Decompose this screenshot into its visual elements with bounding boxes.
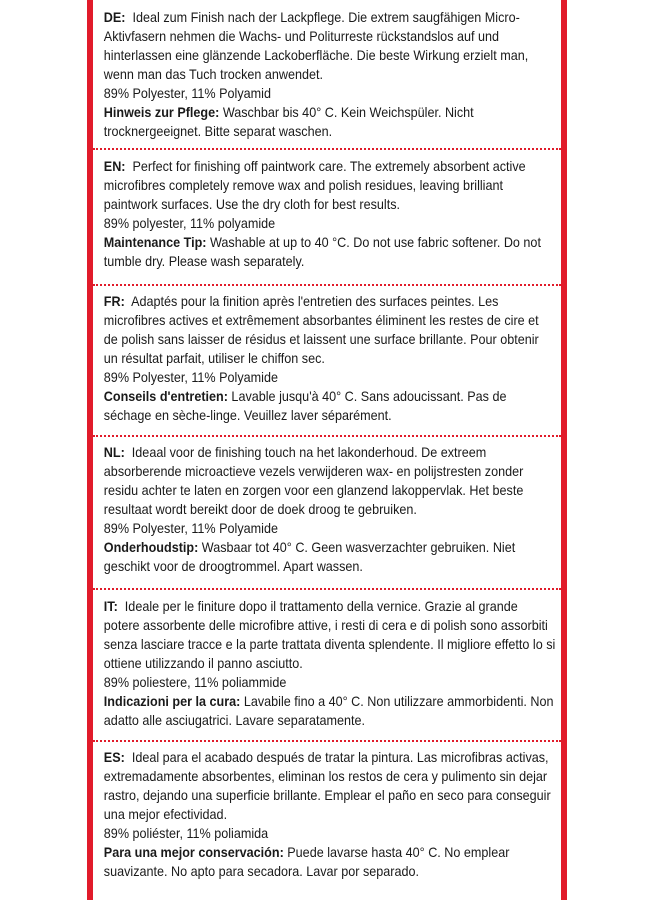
- section-divider: [93, 588, 561, 590]
- care-label: Onderhoudstip:: [103, 539, 199, 555]
- care-label: Hinweis zur Pflege:: [103, 104, 220, 120]
- material: 89% poliéster, 11% poliamida: [103, 825, 269, 841]
- lang-code: EN:: [103, 158, 126, 174]
- section-divider: [93, 148, 561, 150]
- care-label: Maintenance Tip:: [103, 234, 207, 250]
- care-label: Para una mejor conservación:: [103, 844, 284, 860]
- care-text: Puede lavarse hasta 40° C. No emplear suavizante. No apto para secadora. Lavar por separado.: [103, 844, 510, 879]
- section-divider: [93, 435, 561, 437]
- care-text: Waschbar bis 40° C. Kein Weichspüler. Nicht trocknergeeignet. Bitte separat waschen.: [103, 104, 474, 139]
- lang-code: IT:: [103, 598, 118, 614]
- description: Ideal para el acabado después de tratar la pintura. Las microfibras activas, extremadamente absorbentes, eliminan los restos de cera y pulimento sin dejar rastro, dejando una superficie brillante. Emplear el paño en seco para conseguir una mejor efectividad.: [103, 749, 551, 822]
- section-en: [93, 157, 561, 271]
- section-divider: [93, 284, 561, 286]
- section-de: [93, 8, 561, 141]
- description: Adaptés pour la finition après l'entretien des surfaces peintes. Les microfibres actives et extrêmement absorbantes éliminent les restes de cire et de polish sans laisser de résidus et laissent une surface brillante. Pour obtenir un résultat parfait, utiliser le chiffon sec.: [103, 293, 539, 366]
- care-text: Lavabile fino a 40° C. Non utilizzare ammorbidenti. Non adatto alle asciugatrici. Lavare separatamente.: [103, 693, 554, 728]
- lang-code: FR:: [103, 293, 125, 309]
- description: Ideale per le finiture dopo il trattamento della vernice. Grazie al grande potere assorbente delle microfibre attive, i resti di cera e di polish sono assorbiti senza lasciare tracce e la parte trattata diventa splendente. Il migliore effetto lo si ottiene utilizzando il panno asciutto.: [103, 598, 556, 671]
- material: 89% Polyester, 11% Polyamid: [103, 85, 271, 101]
- lang-code: DE:: [103, 9, 126, 25]
- care-text: Wasbaar tot 40° C. Geen wasverzachter gebruiken. Niet geschikt voor de droogtrommel. Apart wassen.: [103, 539, 516, 574]
- description: Ideal zum Finish nach der Lackpflege. Die extrem saugfähigen Micro-Aktivfasern nehmen die Wachs- und Politurreste rückstandslos auf und hinterlassen eine glänzende Lackoberfläche. Die beste Wirkung erzielt man, wenn man das Tuch trocken anwendet.: [103, 9, 529, 82]
- material: 89% polyester, 11% polyamide: [103, 215, 276, 231]
- section-divider: [93, 740, 561, 742]
- section-nl: [93, 443, 561, 576]
- lang-code: NL:: [103, 444, 125, 460]
- care-text: Washable at up to 40 °C. Do not use fabric softener. Do not tumble dry. Please wash separately.: [103, 234, 541, 269]
- lang-code: ES:: [103, 749, 125, 765]
- care-label: Indicazioni per la cura:: [103, 693, 241, 709]
- description: Perfect for finishing off paintwork care. The extremely absorbent active microfibres completely remove wax and polish residues, leaving brilliant paintwork surfaces. Use the dry cloth for best results.: [103, 158, 526, 212]
- instructions-panel: [93, 0, 561, 900]
- section-it: [93, 597, 561, 730]
- description: Ideaal voor de finishing touch na het lakonderhoud. De extreem absorberende microactieve vezels verwijderen wax- en polijstresten zonder residu achter te laten en zorgen voor een glanzend lakoppervlak. Het beste resultaat wordt bereikt door de doek droog te gebruiken.: [103, 444, 524, 517]
- section-fr: [93, 292, 561, 425]
- material: 89% Polyester, 11% Polyamide: [103, 520, 278, 536]
- material: 89% poliestere, 11% poliammide: [103, 674, 287, 690]
- right-red-border: [561, 0, 567, 900]
- section-es: [93, 748, 561, 881]
- material: 89% Polyester, 11% Polyamide: [103, 369, 278, 385]
- care-label: Conseils d'entretien:: [103, 388, 228, 404]
- care-text: Lavable jusqu'à 40° C. Sans adoucissant. Pas de séchage en sèche-linge. Veuillez laver séparément.: [103, 388, 507, 423]
